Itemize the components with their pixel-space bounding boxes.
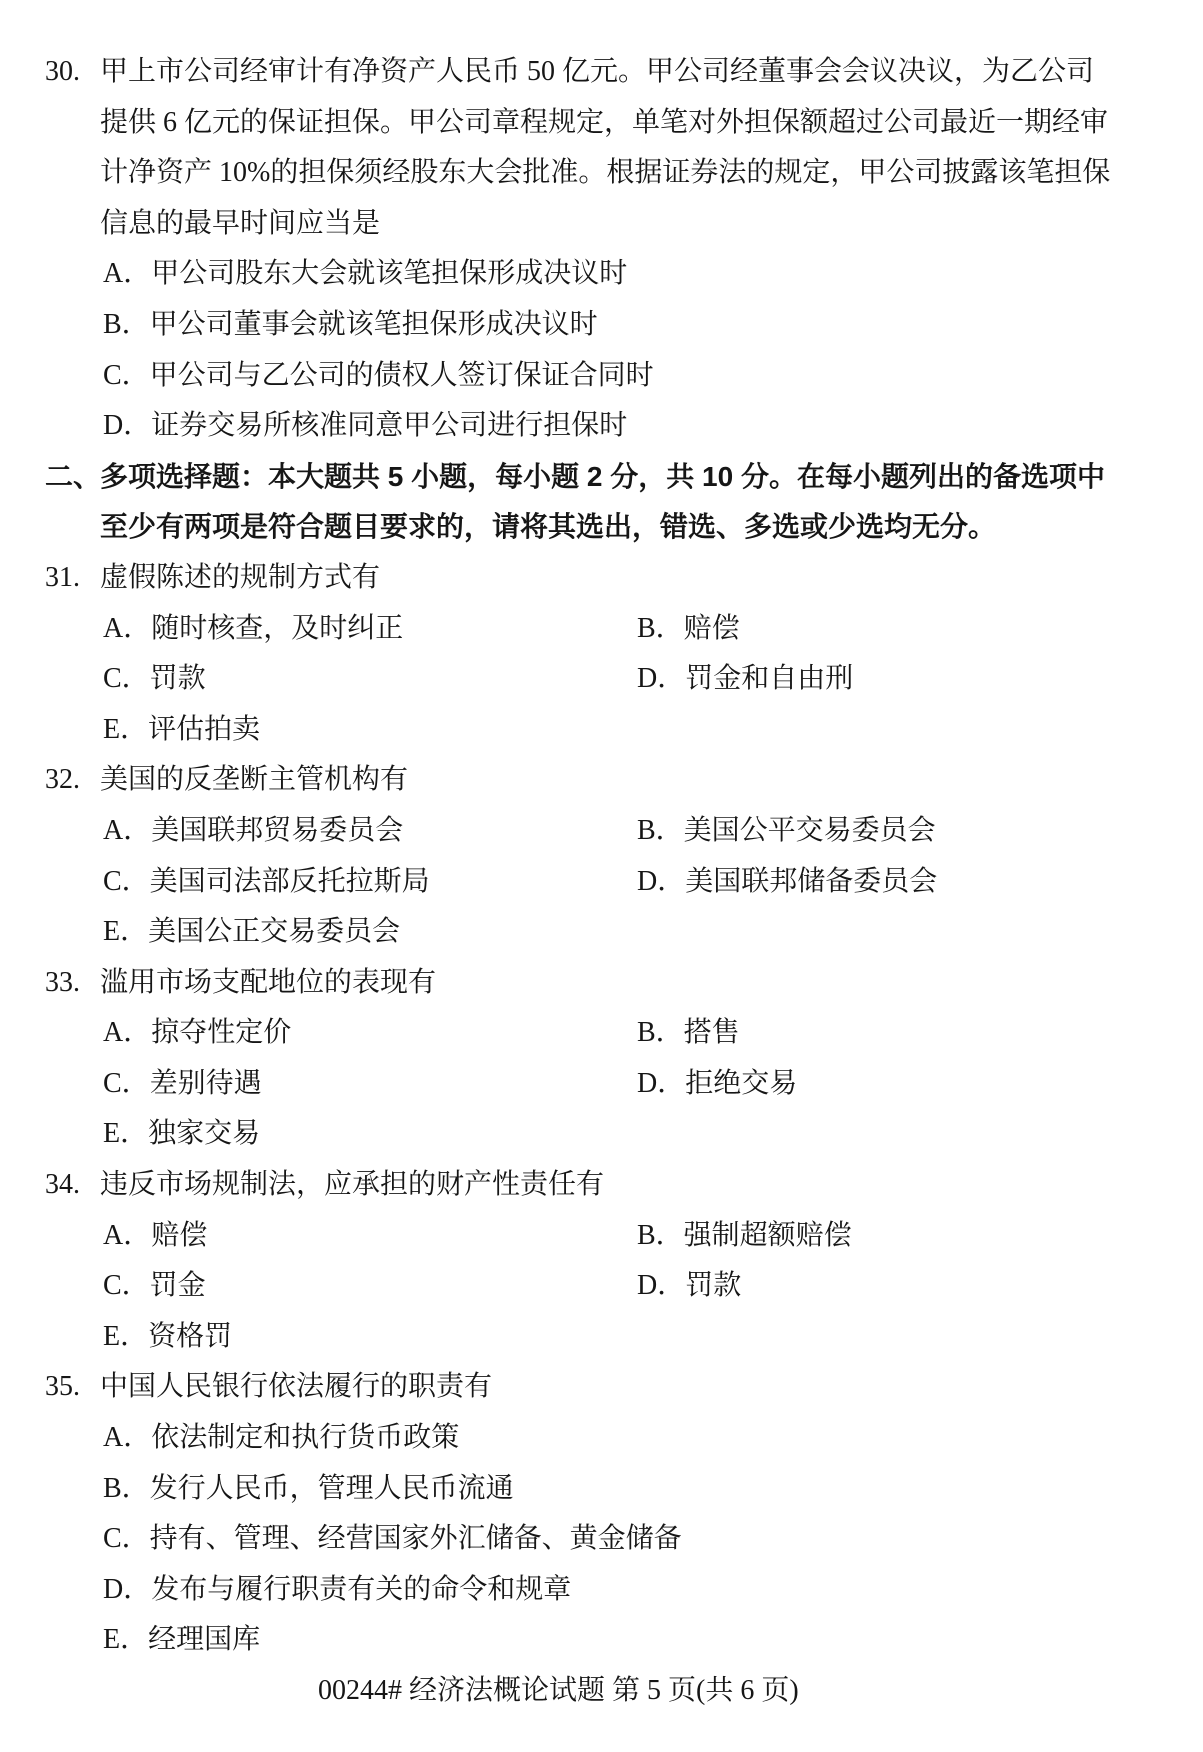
section2-header-text-1: 多项选择题：本大题共 5 小题，每小题 2 分，共 10 分。在每小题列出的备选项中: [100, 460, 1105, 492]
q31-option-e-text: E．评估拍卖: [103, 713, 261, 745]
q30-stem-text-3: 计净资产 10%的担保须经股东大会批准。根据证券法的规定，甲公司披露该笔担保: [100, 157, 1111, 189]
q34-number: 34.: [45, 1169, 80, 1201]
q30-option-a: [0, 249, 1203, 300]
q31-number: 31.: [45, 561, 80, 593]
section2-header-line-1: [0, 452, 1203, 503]
q30-option-c: [0, 351, 1203, 402]
q33-options-row-3: [0, 1109, 1203, 1160]
q35-option-a-text: A．依法制定和执行货币政策: [103, 1422, 460, 1454]
q34-options-row-3: [0, 1312, 1203, 1363]
q32-option-d-text: D．美国联邦储备委员会: [637, 865, 938, 897]
q33-options-row-2: [0, 1059, 1203, 1110]
q34-stem: [0, 1160, 1203, 1211]
q30-stem-line-3: [0, 148, 1203, 199]
q31-stem-text: 虚假陈述的规制方式有: [100, 561, 381, 593]
q32-options-row-1: [0, 806, 1203, 857]
q34-option-c-text: C．罚金: [103, 1270, 206, 1302]
q30-option-d-text: D．证券交易所核准同意甲公司进行担保时: [103, 410, 628, 442]
q30-stem-line-4: [0, 199, 1203, 250]
q32-option-e-text: E．美国公正交易委员会: [103, 916, 401, 948]
q35-option-c: [0, 1514, 1203, 1565]
q35-option-b-text: B．发行人民币，管理人民币流通: [103, 1472, 514, 1504]
q35-stem: [0, 1362, 1203, 1413]
q34-stem-text: 违反市场规制法，应承担的财产性责任有: [100, 1169, 605, 1201]
q34-option-b-text: B．强制超额赔偿: [637, 1219, 852, 1251]
q30-stem-line-2: [0, 98, 1203, 149]
q35-number: 35.: [45, 1371, 80, 1403]
page-footer-text: 00244# 经济法概论试题 第 5 页(共 6 页): [318, 1675, 799, 1706]
q32-stem-text: 美国的反垄断主管机构有: [100, 764, 409, 796]
q30-option-b: [0, 300, 1203, 351]
q33-option-d-text: D．拒绝交易: [637, 1067, 798, 1099]
q35-option-b: [0, 1464, 1203, 1515]
q32-number: 32.: [45, 764, 80, 796]
q34-options-row-2: [0, 1261, 1203, 1312]
q33-stem-text: 滥用市场支配地位的表现有: [100, 966, 437, 998]
q32-option-a-text: A．美国联邦贸易委员会: [103, 814, 404, 846]
q32-stem: [0, 755, 1203, 806]
q35-stem-text: 中国人民银行依法履行的职责有: [100, 1371, 493, 1403]
q32-option-b-text: B．美国公平交易委员会: [637, 814, 936, 846]
q33-number: 33.: [45, 966, 80, 998]
q30-option-d: [0, 401, 1203, 452]
q30-number: 30.: [45, 56, 80, 87]
q31-option-c-text: C．罚款: [103, 663, 206, 695]
q34-options-row-1: [0, 1211, 1203, 1262]
q31-option-a-text: A．随时核查，及时纠正: [103, 612, 404, 644]
q32-options-row-2: [0, 857, 1203, 908]
q35-option-a: [0, 1413, 1203, 1464]
q31-options-row-2: [0, 654, 1203, 705]
q30-stem-line-1: [0, 47, 1203, 98]
q35-option-d-text: D．发布与履行职责有关的命令和规章: [103, 1573, 572, 1605]
q30-option-c-text: C．甲公司与乙公司的债权人签订保证合同时: [103, 359, 654, 391]
q34-option-e-text: E．资格罚: [103, 1320, 233, 1352]
q33-option-b-text: B．搭售: [637, 1017, 740, 1049]
q34-option-d-text: D．罚款: [637, 1270, 742, 1302]
q32-options-row-3: [0, 907, 1203, 958]
q33-stem: [0, 958, 1203, 1009]
q35-option-c-text: C．持有、管理、经营国家外汇储备、黄金储备: [103, 1523, 682, 1555]
q35-option-e-text: E．经理国库: [103, 1624, 261, 1656]
q32-option-c-text: C．美国司法部反托拉斯局: [103, 865, 430, 897]
q30-option-a-text: A．甲公司股东大会就该笔担保形成决议时: [103, 258, 628, 290]
q35-option-e: [0, 1615, 1203, 1666]
section2-header-text-2: 至少有两项是符合题目要求的，请将其选出，错选、多选或少选均无分。: [100, 511, 997, 543]
q33-option-e-text: E．独家交易: [103, 1118, 261, 1150]
q31-option-d-text: D．罚金和自由刑: [637, 663, 854, 695]
q31-option-b-text: B．赔偿: [637, 612, 740, 644]
q30-option-b-text: B．甲公司董事会就该笔担保形成决议时: [103, 308, 598, 340]
q33-options-row-1: [0, 1008, 1203, 1059]
q33-option-a-text: A．掠夺性定价: [103, 1017, 292, 1049]
q31-options-row-3: [0, 705, 1203, 756]
q31-stem: [0, 553, 1203, 604]
q33-option-c-text: C．差别待遇: [103, 1067, 262, 1099]
section2-header-line-2: [0, 502, 1203, 553]
section2-number: 二、: [45, 460, 102, 492]
q31-options-row-1: [0, 604, 1203, 655]
q30-stem-text-4: 信息的最早时间应当是: [100, 207, 381, 239]
q30-stem-text-1: 甲上市公司经审计有净资产人民币 50 亿元。甲公司经董事会会议决议，为乙公司: [100, 56, 1095, 87]
q34-option-a-text: A．赔偿: [103, 1219, 208, 1251]
q30-stem-text-2: 提供 6 亿元的保证担保。甲公司章程规定，单笔对外担保额超过公司最近一期经审: [100, 106, 1109, 138]
q35-option-d: [0, 1565, 1203, 1616]
page-footer: [0, 1666, 1203, 1717]
